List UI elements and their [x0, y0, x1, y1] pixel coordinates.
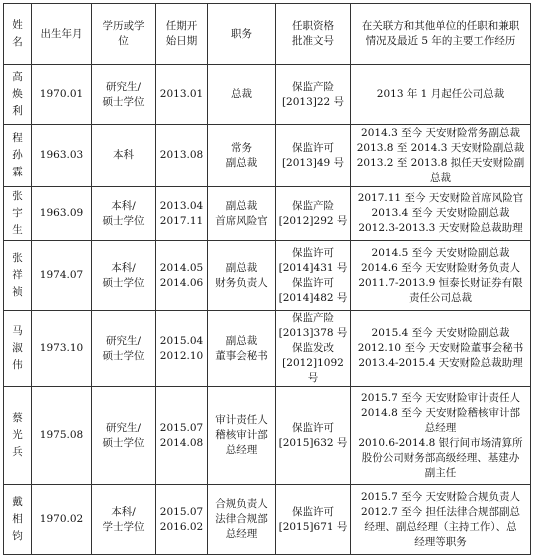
cell-experience: 2014.5 至今 天安财险副总裁 2014.6 至今 天安财险财务负责人 2011.7-2013.9 恒泰长财证券有限 责任公司总裁 [351, 241, 531, 311]
cell-position: 常务 副总裁 [208, 125, 276, 187]
cell-name: 蔡 光 兵 [4, 387, 32, 485]
cell-position: 副总裁 首席风险官 [208, 187, 276, 241]
header-approval: 任职资格 批准文号 [276, 4, 351, 65]
cell-experience: 2015.7 至今 天安财险审计责任人 2014.8 至今 天安财险稽核审计部 总经理 2010.6-2014.8 银行间市场清算所 股份公司财务部高级经理、基建办 副主任 [351, 387, 531, 485]
cell-experience: 2015.4 至今 天安财险副总裁 2012.10 至今 天安财险董事会秘书 2013.4-2015.4 天安财险总裁助理 [351, 311, 531, 387]
cell-position: 审计责任人 稽核审计部 总经理 [208, 387, 276, 485]
cell-experience: 2013 年 1 月起任公司总裁 [351, 65, 531, 125]
cell-approval: 保监产险 [2012]292 号 [276, 187, 351, 241]
table-row [4, 65, 531, 125]
cell-approval: 保监许可 [2014]431 号 保监许可 [2014]482 号 [276, 241, 351, 311]
cell-education: 本科/ 硕士学位 [92, 241, 156, 311]
cell-start-date: 2013.04 2017.11 [156, 187, 208, 241]
cell-name: 高 焕 利 [4, 65, 32, 125]
cell-start-date: 2015.04 2012.10 [156, 311, 208, 387]
table-header-row [4, 4, 531, 65]
cell-birth: 1963.03 [32, 125, 92, 187]
cell-approval: 保监产险 [2013]22 号 [276, 65, 351, 125]
table-row [4, 241, 531, 311]
cell-birth: 1975.08 [32, 387, 92, 485]
header-name: 姓 名 [4, 4, 32, 65]
header-education: 学历或学 位 [92, 4, 156, 65]
cell-education: 研究生/ 硕士学位 [92, 387, 156, 485]
cell-position: 总裁 [208, 65, 276, 125]
cell-education: 本科 [92, 125, 156, 187]
cell-birth: 1974.07 [32, 241, 92, 311]
cell-approval: 保监产险 [2013]378 号 保监发改 [2012]1092 号 [276, 311, 351, 387]
cell-education: 本科/ 硕士学位 [92, 187, 156, 241]
cell-position: 副总裁 董事会秘书 [208, 311, 276, 387]
header-start-date: 任期开 始日期 [156, 4, 208, 65]
cell-name: 马 淑 伟 [4, 311, 32, 387]
executive-table [3, 3, 531, 555]
table-row [4, 485, 531, 555]
cell-position: 副总裁 财务负责人 [208, 241, 276, 311]
cell-education: 研究生/ 硕士学位 [92, 65, 156, 125]
cell-education: 研究生/ 硕士学位 [92, 311, 156, 387]
cell-name: 张 祥 祯 [4, 241, 32, 311]
cell-start-date: 2015.07 2016.02 [156, 485, 208, 555]
cell-start-date: 2015.07 2014.08 [156, 387, 208, 485]
cell-experience: 2014.3 至今 天安财险常务副总裁 2013.8 至 2014.3 天安财险副总裁 2013.2 至 2013.8 拟任天安财险副 总裁 [351, 125, 531, 187]
cell-birth: 1970.01 [32, 65, 92, 125]
cell-name: 戴 相 钧 [4, 485, 32, 555]
cell-start-date: 2013.01 [156, 65, 208, 125]
cell-education: 本科/ 学士学位 [92, 485, 156, 555]
header-birth: 出生年月 [32, 4, 92, 65]
table-row [4, 125, 531, 187]
cell-start-date: 2014.05 2014.06 [156, 241, 208, 311]
table-row [4, 187, 531, 241]
cell-position: 合规负责人 法律合规部 总经理 [208, 485, 276, 555]
cell-approval: 保监许可 [2013]49 号 [276, 125, 351, 187]
cell-name: 张 宇 生 [4, 187, 32, 241]
cell-approval: 保监许可 [2015]671 号 [276, 485, 351, 555]
table-row [4, 387, 531, 485]
header-experience: 在关联方和其他单位的任职和兼职 情况及最近 5 年的主要工作经历 [351, 4, 531, 65]
cell-birth: 1973.10 [32, 311, 92, 387]
table-row [4, 311, 531, 387]
cell-birth: 1963.09 [32, 187, 92, 241]
cell-start-date: 2013.08 [156, 125, 208, 187]
cell-birth: 1970.02 [32, 485, 92, 555]
cell-experience: 2015.7 至今 天安财险合规负责人 2012.7 至今 担任法律合规部副总 经理、副总经理（主持工作）、总 经理等职务 [351, 485, 531, 555]
header-position: 职务 [208, 4, 276, 65]
cell-name: 程 孙 霖 [4, 125, 32, 187]
cell-approval: 保监许可 [2015]632 号 [276, 387, 351, 485]
cell-experience: 2017.11 至今 天安财险首席风险官 2013.4 至今 天安财险副总裁 2012.3-2013.3 天安财险总裁助理 [351, 187, 531, 241]
